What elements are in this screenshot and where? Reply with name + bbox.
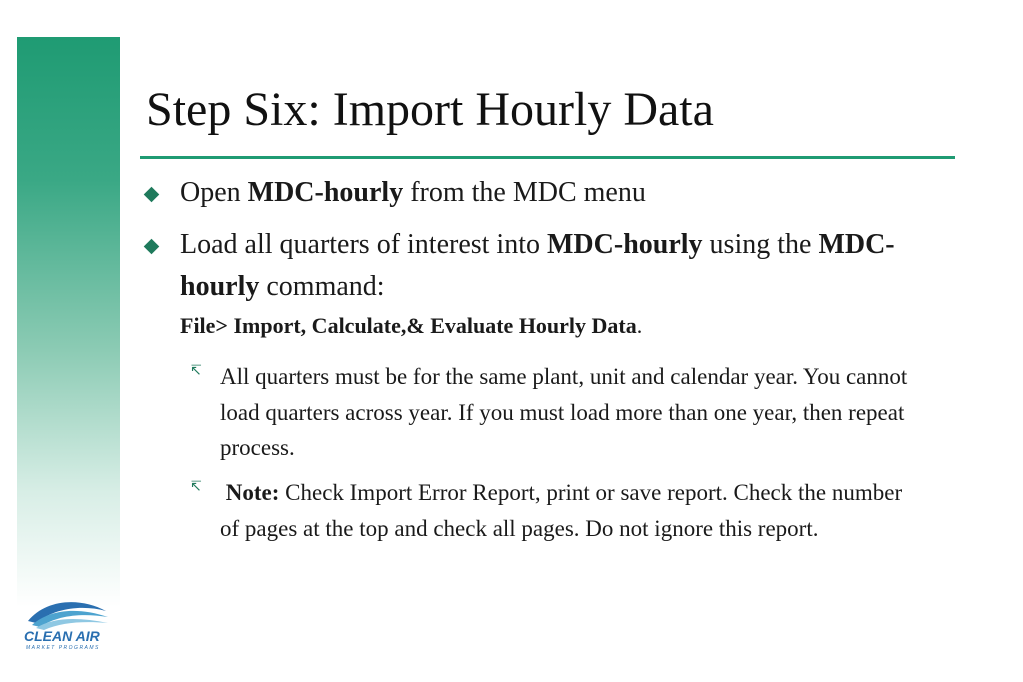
bullet-2-text: Load all quarters of interest into MDC-hourly using the MDC-hourly command: (180, 229, 895, 302)
bullet-2 (146, 224, 916, 308)
slide-title: Step Six: Import Hourly Data (146, 83, 714, 136)
diamond-bullet-icon (144, 239, 160, 255)
sub-bullet-2 (190, 475, 920, 546)
command-path: File> Import, Calculate,& Evaluate Hourly Data. (180, 313, 643, 338)
sub-bullet-1 (190, 359, 920, 466)
title-underline (140, 156, 955, 159)
sub-bullet-1-text: All quarters must be for the same plant, unit and calendar year. You cannot load quarters across year. If you must load more than one year, then repeat process. (220, 364, 908, 461)
bullet-1 (146, 172, 926, 214)
sub-bullet-2-text: Note: Check Import Error Report, print or save report. Check the number of pages at the top and check all pages. Do not ignore this report. (220, 480, 903, 541)
curved-arrow-icon: ↸ (190, 363, 202, 379)
logo-tagline: MARKET PROGRAMS (26, 645, 100, 651)
curved-arrow-icon: ↸ (190, 479, 202, 495)
bullet-1-text: Open MDC-hourly from the MDC menu (180, 177, 646, 208)
side-accent-bar (17, 37, 120, 607)
clean-air-logo (22, 595, 110, 651)
diamond-bullet-icon (144, 187, 160, 203)
logo-wordmark: CLEAN AIR (24, 628, 100, 644)
